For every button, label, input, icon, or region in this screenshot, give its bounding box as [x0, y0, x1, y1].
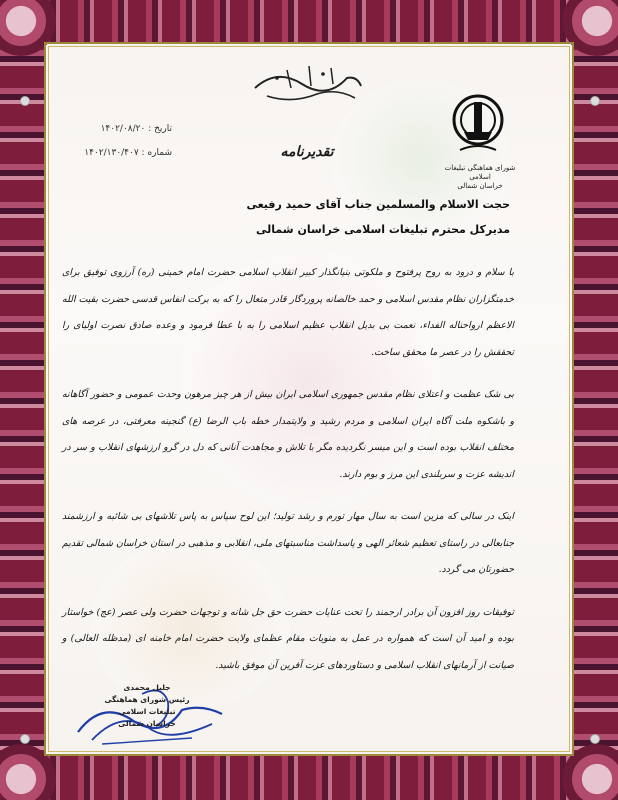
punch-hole [20, 734, 30, 744]
punch-hole [590, 96, 600, 106]
letter-body [62, 260, 514, 695]
border-top [0, 0, 618, 42]
signature-block [92, 682, 202, 730]
body-paragraph: با سلام و درود به روح پرفتوح و ملکوتی بنیانگذار کبیر انقلاب اسلامی حضرت امام خمینی (ره) آرزوی توفیق برای خدمتگزاران نظام مقدس اسلامی و حمد خالصانه پروردگار قادر متعال را که به برکت انفاس قدسی حضرت بقیت الله الاعظم ارواحناله الفداء، نعمت بی بدیل انقلاب عظیم اسلامی را به با عطا فرمود و وعده صادق نصرت اولیای را تحققش را در عصر ما محقق ساخت. [62, 267, 514, 358]
border-left [0, 0, 44, 800]
logo-caption-province: خراسان شمالی [457, 182, 503, 190]
signatory-name: جلیل محمدی [123, 683, 171, 692]
punch-hole [20, 96, 30, 106]
document-number: شماره : ۱۴۰۲/۱۳۰/۴۰۷ [84, 148, 172, 158]
signatory-province: خراسان شمالی [118, 719, 176, 728]
body-paragraph: اینک در سالی که مزین است به سال مهار تورم و رشد تولید؛ این لوح سپاس به پاس تلاشهای بی شائبه و ارزشمند جنابعالی در راستای تعظیم شعائر الهی و پاسداشت مناسبتهای ملی، انقلابی و مذهبی در استان خراسان شمالی تقدیم حضورتان می گردد. [62, 511, 514, 575]
recipient-title: مدیرکل محترم تبلیغات اسلامی خراسان شمالی [256, 223, 510, 236]
border-right [574, 0, 618, 800]
document-title: تقدیرنامه [280, 144, 334, 160]
logo-caption [440, 164, 520, 191]
punch-hole [590, 734, 600, 744]
border-bottom [0, 756, 618, 800]
bismillah-calligraphy [247, 58, 367, 110]
document-date: تاریخ : ۱۴۰۲/۰۸/۲۰ [100, 124, 172, 134]
body-paragraph: بی شک عظمت و اعتلای نظام مقدس جمهوری اسلامی ایران بیش از هر چیز مرهون وحدت عمومی و حضور آگاهانه و باشکوه ملت آگاه ایران اسلامی و مردم رشید و ولایتمدار خطه باب الرضا (ع) گنجینه معرفتی، در عرصه های مختلف انقلاب بوده است و این میسر نگردیده مگر با تلاش و مجاهدت آنانی که دل در گرو ارزشهای انقلاب و سر در اندیشه عزت و سربلندی این مرز و بوم دارند. [62, 389, 514, 480]
organization-logo [450, 92, 506, 164]
certificate-content [52, 50, 566, 750]
logo-caption-org: شورای هماهنگی تبلیغات اسلامی [444, 164, 516, 181]
signatory-position: رئیس شورای هماهنگی تبلیغات اسلامی [104, 695, 190, 716]
recipient-name: حجت الاسلام والمسلمین جناب آقای حمید رفیعی [246, 198, 510, 211]
body-paragraph: توفیقات روز افزون آن برادر ارجمند را تحت عنایات حضرت حق جل شانه و توجهات حضرت ولی عصر (عج) خواستار بوده و امید آن است که همواره در عمل به منویات مقام عظمای ولایت حضرت امام خامنه ای (مدظله العالی) و صیانت از آرمانهای انقلاب اسلامی و دستاوردهای عزت آفرین آن موفق باشید. [62, 606, 514, 671]
